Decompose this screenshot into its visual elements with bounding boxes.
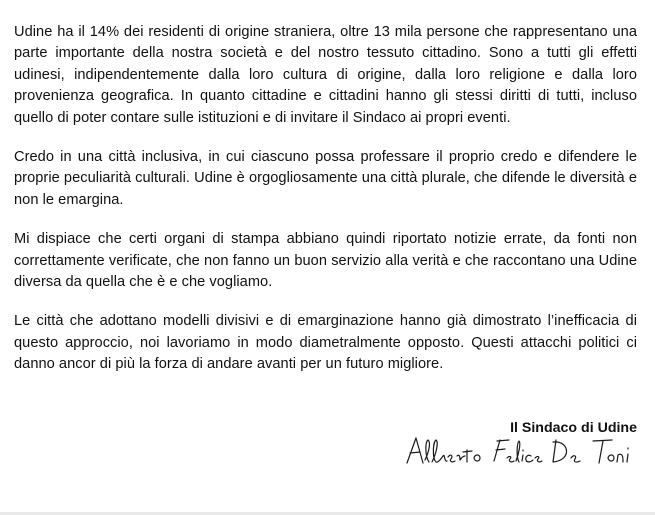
letter-paragraph-3: Mi dispiace che certi organi di stampa abbiano quindi riportato notizie errate, da fonti non correttamente verificate, che non fanno un buon servizio alla verità e che raccontano una Udine diversa da quella che è e che vogliamo. — [14, 231, 637, 291]
letter-paragraph-4: Le città che adottano modelli divisivi e di emarginazione hanno già dimostrato l’inefficacia di questo approccio, noi lavoriamo in modo diametralmente opposto. Questi attacchi politici ci danno ancor di più la forza di andare avanti per un futuro migliore. — [14, 313, 637, 373]
letter-paragraph-1: Udine ha il 14% dei residenti di origine straniera, oltre 13 mila persone che rappresentano una parte importante della nostra società e del nostro tessuto cittadino. Sono a tutti gli effetti udinesi, indipendentemente dalla loro cultura di origine, dalla loro religione e dalla loro provenienza geografica. In quanto cittadine e cittadini hanno gli stessi diritti di tutti, incluso quello di poter contare sulle istituzioni e di invitare il Sindaco ai propri eventi. — [14, 24, 637, 126]
handwritten-signature — [401, 432, 641, 472]
letter-paragraph-2: Credo in una città inclusiva, in cui ciascuno possa professare il proprio credo e difendere le proprie peculiarità culturali. Udine è orgogliosamente una città plurale, che difende le diversità e non le emargina. — [14, 149, 637, 208]
cropped-top-text — [90, 0, 270, 2]
signer-role: Il Sindaco di Udine — [510, 420, 637, 436]
